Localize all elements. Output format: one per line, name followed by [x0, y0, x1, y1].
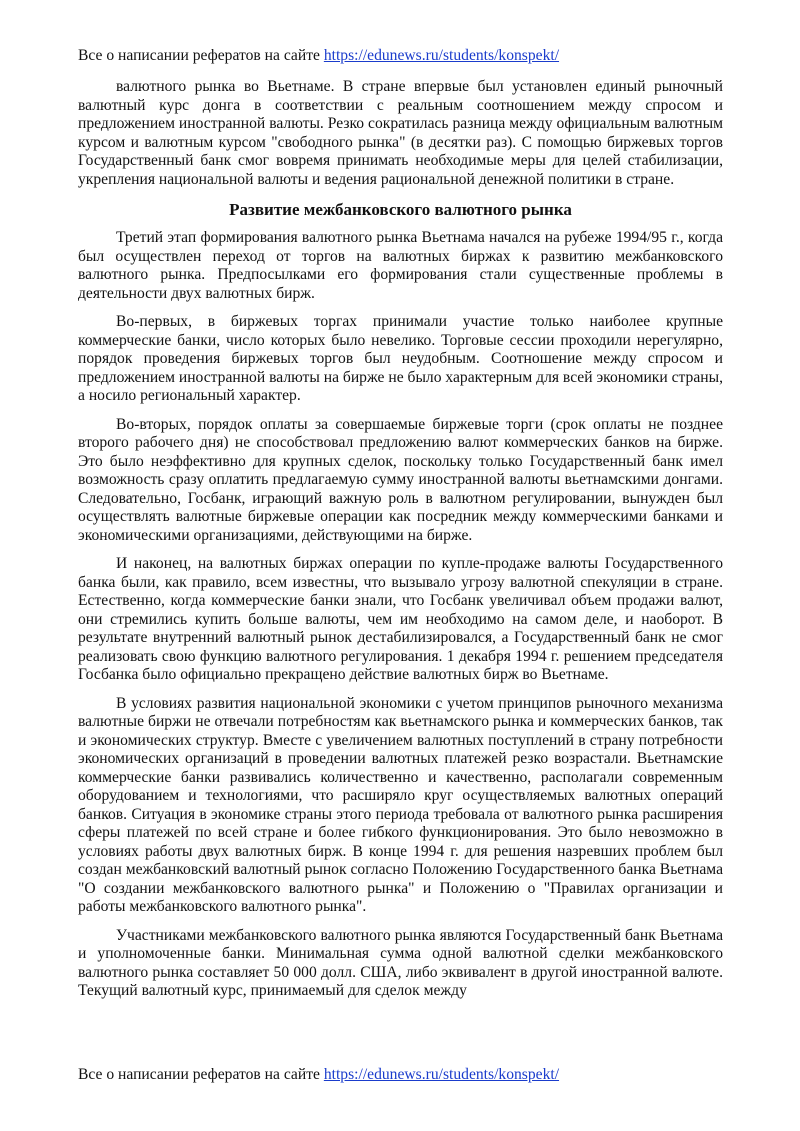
paragraph-1: Третий этап формирования валютного рынка Вьетнама начался на рубеже 1994/95 г., когда был осуществлен переход от торгов на валютных биржах к развитию межбанковского валютного рынка. Предпосылками его формирования стали существенные проблемы в деятельности двух валютных бирж.: [78, 229, 723, 302]
paragraph-2: Во-первых, в биржевых торгах принимали участие только наиболее крупные коммерческие банки, число которых было невелико. Торговые сессии проходили нерегулярно, порядок проведения биржевых торгов был неудобным. Соотношение между спросом и предложением иностранной валюты на бирже не было характерным для всей экономики страны, а носило региональный характер.: [78, 313, 723, 404]
intro-paragraph: валютного рынка во Вьетнаме. В стране впервые был установлен единый рыночный валютный курс донга в соответствии с реальным соотношением между спросом и предложением иностранной валюты. Резко сократилась разница между официальным валютным курсом и валютным курсом "свободного рынка" (в десятки раз). С помощью биржевых торгов Государственный банк смог вовремя принимать необходимые меры для целей стабилизации, укрепления национальной валюты и ведения рациональной денежной политики в стране.: [78, 78, 723, 188]
paragraph-5: В условиях развития национальной экономики с учетом принципов рыночного механизма валютные биржи не отвечали потребностям как вьетнамского рынка и коммерческих банков, так и экономических структур. Вместе с увеличением валютных поступлений в страну потребности экономических организаций в проведении валютных платежей резко возрастали. Вьетнамские коммерческие банки развивались количественно и качественно, располагали современным оборудованием и технологиями, что расширяло круг осуществляемых валютных операций банков. Ситуация в экономике страны этого периода требовала от валютного рынка расширения сферы платежей по всей стране и более гибкого функционирования. Это было невозможно в условиях работы двух валютных бирж. В конце 1994 г. для решения назревших проблем был создан межбанковский валютный рынок согласно Положению Государственного банка Вьетнама "О создании межбанковского валютного рынка" и Положению о "Правилах организации и работы межбанковского валютного рынка".: [78, 694, 723, 915]
footer-text: Все о написании рефератов на сайте: [78, 1066, 324, 1083]
paragraph-6: Участниками межбанковского валютного рынка являются Государственный банк Вьетнама и уполномоченные банки. Минимальная сумма одной валютной сделки межбанковского валютного рынка составляет 50 000 долл. США, либо эквивалент в другой иностранной валюте. Текущий валютный курс, принимаемый для сделок между: [78, 926, 723, 999]
footer-link[interactable]: https://edunews.ru/students/konspekt/: [323, 1066, 560, 1083]
header-link[interactable]: https://edunews.ru/students/konspekt/: [323, 47, 560, 64]
page-footer: [78, 1066, 559, 1085]
header-text: Все о написании рефератов на сайте: [78, 47, 324, 64]
paragraph-3: Во-вторых, порядок оплаты за совершаемые биржевые торги (срок оплаты не позднее второго рабочего дня) не способствовал предложению валют коммерческих банков на бирже. Это было неэффективно для крупных сделок, поскольку только Государственный банк имел возможность сразу оплатить предлагаемую сумму иностранной валюты вьетнамскими донгами. Следовательно, Госбанк, играющий важную роль в валютном регулировании, вынужден был осуществлять валютные биржевые операции как посредник между коммерческими банками и экономическими организациями, действующими на бирже.: [78, 415, 723, 544]
section-heading: Развитие межбанковского валютного рынка: [229, 200, 572, 219]
page-header: [78, 47, 559, 66]
document-body: [78, 78, 723, 1011]
paragraph-4: И наконец, на валютных биржах операции по купле-продаже валюты Государственного банка были, как правило, всем известны, что вызывало угрозу валютной спекуляции в стране. Естественно, когда коммерческие банки знали, что Госбанк увеличивал объем продажи валют, они стремились купить больше валюты, чем им необходимо на самом деле, и наоборот. В результате внутренний валютный рынок дестабилизировался, а Государственный банк не смог реализовать свою функцию валютного регулирования. 1 декабря 1994 г. решением председателя Госбанка было официально прекращено действие валютных бирж во Вьетнаме.: [78, 555, 723, 683]
